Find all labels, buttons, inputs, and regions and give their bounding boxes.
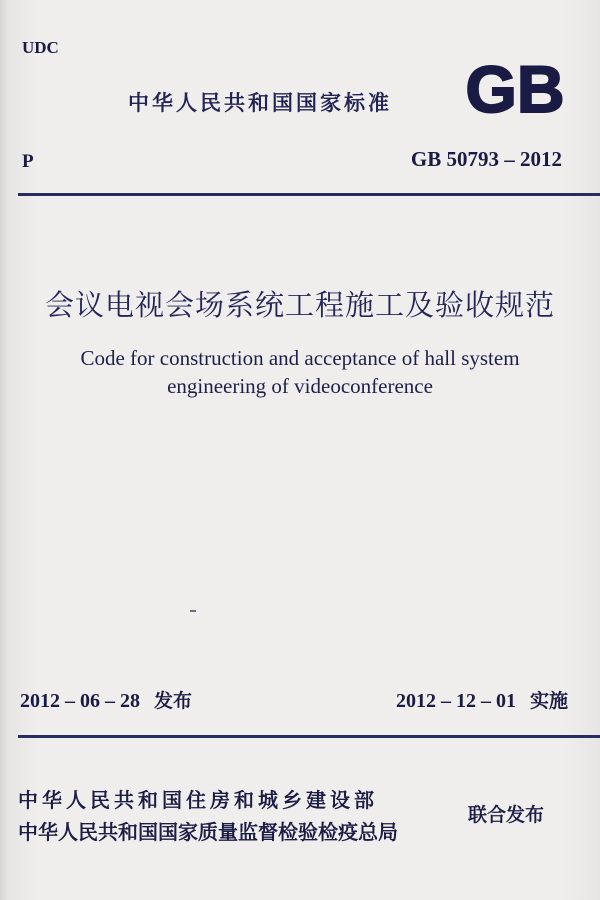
title-english: [0, 344, 600, 400]
implement-date: 2012 – 12 – 01: [395, 690, 516, 712]
standard-number: GB 50793 – 2012: [410, 147, 562, 171]
footer-divider: [18, 735, 600, 738]
classification-code: P: [22, 151, 34, 172]
publisher-line1: 中华人民共和国住房和城乡建设部: [18, 788, 378, 812]
title-english-line2: engineering of videoconference: [167, 374, 433, 398]
implement-date-block: [396, 686, 568, 713]
header-divider: [18, 193, 600, 196]
publisher-line2: 中华人民共和国国家质量监督检验检疫总局: [18, 820, 398, 844]
issue-date-block: [20, 686, 192, 713]
print-speck: [190, 610, 196, 612]
implement-label: 实施: [529, 690, 568, 712]
title-english-line1: Code for construction and acceptance of hall system: [80, 346, 520, 370]
issue-date: 2012 – 06 – 28: [20, 690, 140, 712]
standard-type-heading: 中华人民共和国国家标准: [128, 91, 392, 115]
joint-publish-label: 联合发布: [468, 804, 545, 826]
udc-label: UDC: [22, 38, 59, 57]
gb-logo-text: GB: [465, 58, 565, 118]
gb-logo: [455, 58, 575, 118]
issue-label: 发布: [154, 690, 193, 712]
title-chinese: 会议电视会场系统工程施工及验收规范: [44, 288, 555, 322]
book-spine-edge: [0, 0, 10, 900]
